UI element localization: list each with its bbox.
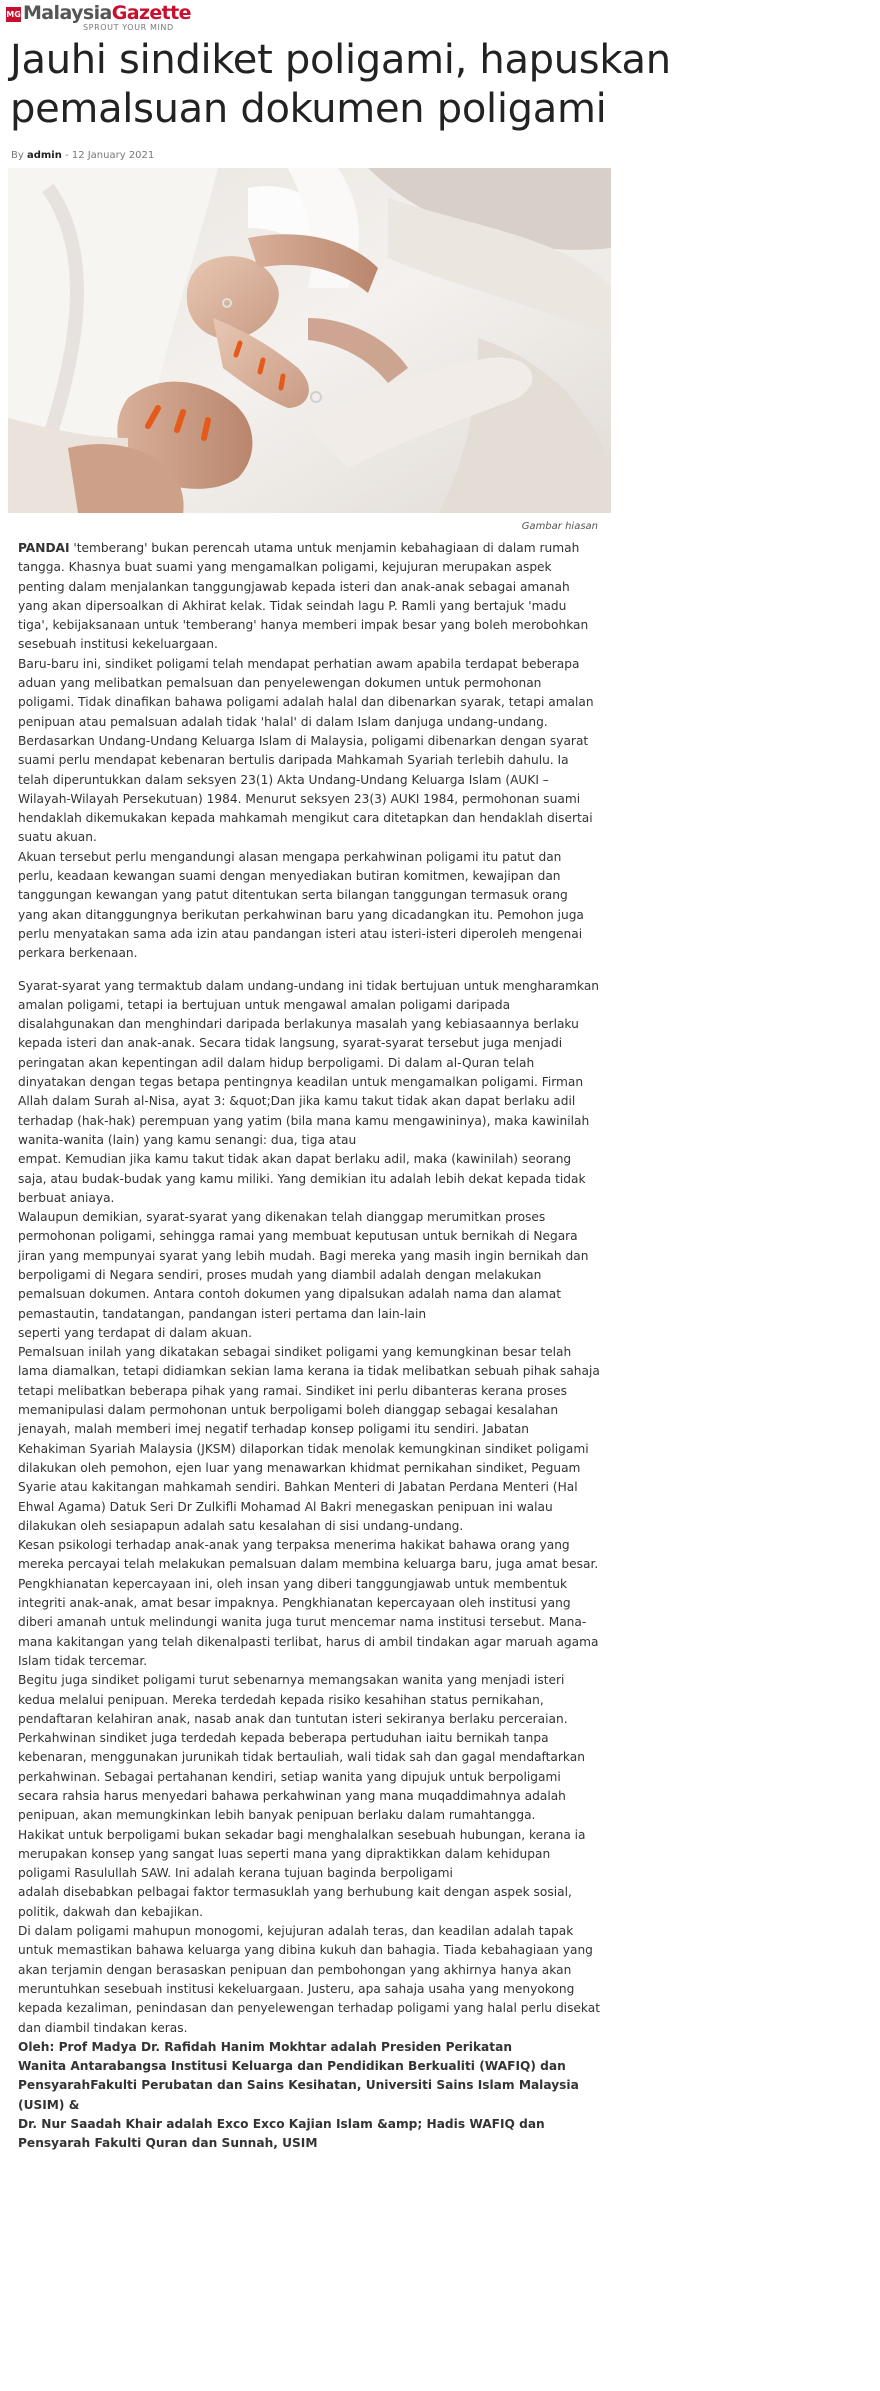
logo-word-malaysia: Malaysia [23, 2, 112, 24]
featured-figure [8, 168, 611, 537]
lead-text: 'temberang' bukan perencah utama untuk menjamin kebahagiaan di dalam rumah tangga. Khasnya buat suami yang mengamalkan poligami, kejujuran merupakan aspek penting dalam menjalankan tanggungjawab kepada isteri dan anak-anak sebagai amanah yang akan dipersoalkan di Akhirat kelak. Tidak seindah lagu P. Ramli yang bertajuk 'madu tiga', kebijaksanaan untuk 'temberang' hanya memberi impak besar yang boleh merobohkan sesebuah institusi kekeluargaan. [18, 541, 589, 652]
article-meta [0, 134, 880, 168]
author-byline: Wanita Antarabangsa Institusi Keluarga dan Pendidikan Berkualiti (WAFIQ) dan PensyarahFakulti Perubatan dan Sains Kesihatan, Universiti Sains Islam Malaysia (USIM) & [18, 2059, 579, 2112]
logo-badge: MG [6, 7, 21, 22]
paragraph: Kesan psikologi terhadap anak-anak yang terpaksa menerima hakikat bahawa orang yang mereka percayai telah melakukan pemalsuan dalam membina keluarga baru, juga amat besar. Pengkhianatan kepercayaan ini, oleh insan yang diberi tanggungjawab untuk membentuk integriti anak-anak, amat besar impaknya. Pengkhianatan kepercayaan oleh institusi yang diberi amanah untuk melindungi wanita juga turut mencemar nama institusi tersebut. Mana-mana kakitangan yang telah dikenalpasti terlibat, harus di ambil tindakan agar maruah agama Islam tidak tercemar. [18, 1538, 599, 1668]
paragraph: adalah disebabkan pelbagai faktor termasuklah yang berhubung kait dengan aspek sosial, politik, dakwah dan kebajikan. [18, 1885, 572, 1919]
site-logo[interactable] [0, 0, 880, 32]
meta-separator: - [65, 150, 69, 161]
featured-image [8, 168, 611, 513]
publish-date: 12 January 2021 [71, 150, 155, 161]
image-caption: Gambar hiasan [521, 521, 598, 532]
paragraph: Di dalam poligami mahupun monogomi, kejujuran adalah teras, dan keadilan adalah tapak untuk memastikan bahawa keluarga yang dibina kukuh dan bahagia. Tiada kebahagiaan yang akan terjamin dengan berasaskan penipuan dan pembohongan yang akhirnya hanya akan meruntuhkan sesebuah institusi kekeluargaan. Justeru, apa sahaja usaha yang menyokong kepada kezaliman, penindasan dan penyelewengan terhadap poligami yang halal perlu disekat dan diambil tindakan keras. [18, 1924, 601, 2035]
paragraph: Pemalsuan inilah yang dikatakan sebagai sindiket poligami yang kemungkinan besar telah lama diamalkan, tetapi didiamkan sekian lama kerana ia tidak melibatkan sebuah pihak sahaja tetapi melibatkan beberapa pihak yang ramai. Sindiket ini perlu dibanteras kerana proses memanipulasi dalam permohonan untuk berpoligami boleh dianggap sebagai kesalahan jenayah, malah memberi imej negatif terhadap konsep poligami itu sendiri. Jabatan Kehakiman Syariah Malaysia (JKSM) dilaporkan tidak menolak kemungkinan sindiket poligami dilakukan oleh pemohon, ejen luar yang menawarkan khidmat pernikahan sindiket, Peguam Syarie atau kakitangan mahkamah sendiri. Bahkan Menteri di Jabatan Perdana Menteri (Hal Ehwal Agama) Datuk Seri Dr Zulkifli Mohamad Al Bakri menegaskan penipuan ini walau dilakukan oleh sesiapapun adalah satu kesalahan di sisi undang-undang. [18, 1345, 600, 1533]
paragraph: Akuan tersebut perlu mengandungi alasan mengapa perkahwinan poligami itu patut dan perlu, keadaan kewangan suami dengan menyediakan butiran komitmen, kewajipan dan tanggungan kewangan yang patut ditentukan serta bilangan tanggungan termasuk orang yang akan ditanggungnya berikutan perkahwinan baru yang dicadangkan itu. Pemohon juga perlu menyatakan sama ada izin atau pandangan isteri atau isteri-isteri diperoleh mengenai perkara berkenaan. [18, 849, 584, 961]
article-block-1 [18, 539, 600, 964]
paragraph: Hakikat untuk berpoligami bukan sekadar bagi menghalalkan sesebuah hubungan, kerana ia merupakan konsep yang sangat luas seperti mana yang dipraktikkan dalam kehidupan poligami Rasulullah SAW. Ini adalah kerana tujuan baginda berpoligami [18, 1827, 586, 1881]
author-link[interactable]: admin [26, 150, 62, 161]
article-block-2 [18, 977, 600, 2154]
logo-tagline: SPROUT YOUR MIND [83, 23, 174, 32]
author-byline: Dr. Nur Saadah Khair adalah Exco Exco Kajian Islam &amp; Hadis WAFIQ dan Pensyarah Fakulti Quran dan Sunnah, USIM [18, 2117, 545, 2151]
author-byline: Oleh: Prof Madya Dr. Rafidah Hanim Mokhtar adalah Presiden Perikatan [18, 2039, 513, 2054]
paragraph: empat. Kemudian jika kamu takut tidak akan dapat berlaku adil, maka (kawinilah) seorang saja, atau budak-budak yang kamu miliki. Yang demikian itu adalah lebih dekat kepada tidak berbuat aniaya. [18, 1152, 586, 1205]
logo-wordmark [23, 3, 191, 23]
lead-word: PANDAI [18, 541, 70, 555]
paragraph: seperti yang terdapat di dalam akuan. [18, 1325, 253, 1340]
paragraph: Berdasarkan Undang-Undang Keluarga Islam di Malaysia, poligami dibenarkan dengan syarat suami perlu mendapat kebenaran bertulis daripada Mahkamah Syariah terlebih dahulu. Ia telah diperuntukkan dalam seksyen 23(1) Akta Undang-Undang Keluarga Islam (AUKI – Wilayah-Wilayah Persekutuan) 1984. Menurut seksyen 23(3) AUKI 1984, permohonan suami hendaklah dikemukakan kepada mahkamah mengikut cara ditetapkan dan hendaklah disertai suatu akuan. [18, 733, 593, 845]
paragraph [18, 539, 600, 655]
article-body [0, 537, 600, 2154]
article-title: Jauhi sindiket poligami, hapuskan pemalsuan dokumen poligami [10, 37, 671, 132]
logo-text [23, 3, 191, 32]
logo-word-gazette: Gazette [111, 2, 191, 24]
paragraph: Baru-baru ini, sindiket poligami telah mendapat perhatian awam apabila terdapat beberapa aduan yang melibatkan pemalsuan dan penyelewengan dokumen untuk permohonan poligami. Tidak dinafikan bahawa poligami adalah halal dan dibenarkan syarak, tetapi amalan penipuan atau pemalsuan adalah tidak 'halal' di dalam Islam danjuga undang-undang. [18, 656, 594, 729]
paragraph: Walaupun demikian, syarat-syarat yang dikenakan telah dianggap merumitkan proses permohonan poligami, sehingga ramai yang membuat keputusan untuk bernikah di Negara jiran yang mempunyai syarat yang lebih mudah. Bagi mereka yang masih ingin bernikah dan berpoligami di Negara sendiri, proses mudah yang diambil adalah dengan melakukan pemalsuan dokumen. Antara contoh dokumen yang dipalsukan adalah nama dan alamat pemastautin, tandatangan, pandangan isteri pertama dan lain-lain [18, 1210, 589, 1321]
paragraph: Syarat-syarat yang termaktub dalam undang-undang ini tidak bertujuan untuk mengharamkan amalan poligami, tetapi ia bertujuan untuk mengawal amalan poligami daripada disalahgunakan dan menghindari daripada berlakunya masalah yang kebiasaannya berlaku kepada isteri dan anak-anak. Secara tidak langsung, syarat-syarat tersebut juga menjadi peringatan akan kepentingan adil dalam hidup berpoligami. Di dalam al-Quran telah dinyatakan dengan tegas betapa pentingnya keadilan untuk mengamalkan poligami. Firman Allah dalam Surah al-Nisa, ayat 3: &quot;Dan jika kamu takut tidak akan dapat berlaku adil terhadap (hak-hak) perempuan yang yatim (bila mana kamu mengawininya), maka kawinilah wanita-wanita (lain) yang kamu senangi: dua, tiga atau [18, 978, 600, 1147]
paragraph: Begitu juga sindiket poligami turut sebenarnya memangsakan wanita yang menjadi isteri kedua melalui penipuan. Mereka terdedah kepada risiko kesahihan status pernikahan, pendaftaran kelahiran anak, nasab anak dan tuntutan isteri sekiranya berlaku perceraian. Perkahwinan sindiket juga terdedah kepada beberapa pertuduhan iaitu bernikah tanpa kebenaran, menggunakan jurunikah tidak bertauliah, wali tidak sah dan gagal mendaftarkan perkahwinan. Sebagai pertahanan kendiri, setiap wanita yang dipujuk untuk berpoligami secara rahsia harus menyedari bahawa perkahwinan yang mana muqaddimahnya adalah penipuan, akan memungkinkan lebih banyak penipuan berlaku dalam rumahtangga. [18, 1673, 585, 1823]
meta-by: By [11, 150, 24, 161]
